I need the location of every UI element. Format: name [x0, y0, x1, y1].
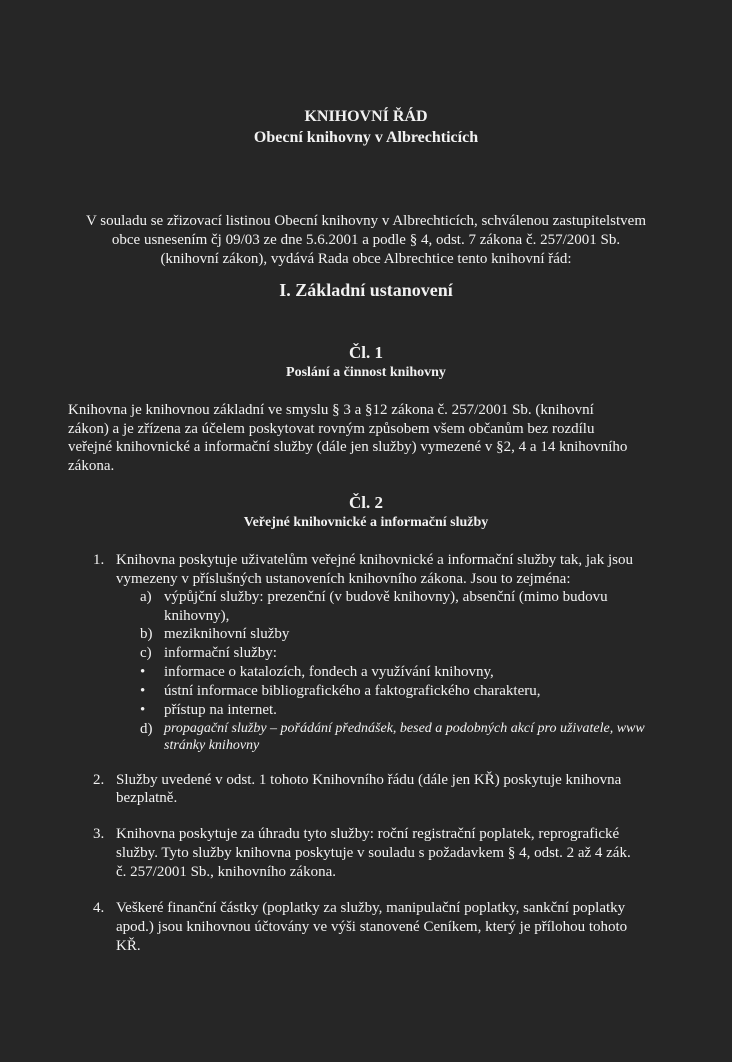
document-subtitle: Obecní knihovny v Albrechticích	[253, 129, 479, 146]
sublist-label: c)	[140, 645, 152, 661]
document-title: KNIHOVNÍ ŘÁD	[304, 108, 428, 125]
list-item-line: apod.) jsou knihovnou účtovány ve výši stanovené Ceníkem, který je přílohou tohoto	[116, 919, 628, 935]
sublist-item-line: výpůjční služby: prezenční (v budově knihovny), absenční (mimo budovu	[164, 589, 608, 605]
list-item-line: Veškeré finanční částky (poplatky za služby, manipulační poplatky, sankční poplatky	[116, 900, 626, 916]
article-heading: Poslání a činnost knihovny	[286, 365, 446, 380]
bullet-icon: •	[140, 683, 146, 699]
sublist-label: d)	[140, 721, 153, 737]
list-item-line: Knihovna poskytuje uživatelům veřejné knihovnické a informační služby tak, jak jsou	[116, 552, 633, 568]
article-heading: Veřejné knihovnické a informační služby	[243, 515, 489, 530]
article-text-line: zákona.	[68, 458, 115, 474]
article-text-line: veřejné knihovnické a informační služby (dále jen služby) vymezené v §2, 4 a 14 knihovního	[68, 439, 628, 455]
list-number: 4.	[93, 900, 105, 916]
sublist-item-line: informační služby:	[164, 645, 277, 661]
list-item-line: služby. Tyto služby knihovna poskytuje v souladu s požadavkem § 4, odst. 2 až 4 zák.	[116, 845, 631, 861]
intro-line: V souladu se zřizovací listinou Obecní knihovny v Albrechticích, schválenou zastupitelstvem	[85, 213, 646, 229]
sublist-label: b)	[140, 626, 153, 642]
list-item-line: Služby uvedené v odst. 1 tohoto Knihovního řádu (dále jen KŘ) poskytuje knihovna	[116, 772, 622, 788]
list-number: 2.	[93, 772, 105, 788]
sublist-item-line: informace o katalozích, fondech a využívání knihovny,	[164, 664, 494, 680]
article-text-line: zákon) a je zřízena za účelem poskytovat rovným způsobem všem občanům bez rozdílu	[68, 421, 595, 437]
section-heading: I. Základní ustanovení	[279, 280, 453, 300]
article-number: Čl. 1	[349, 343, 383, 362]
list-item-line: bezplatně.	[116, 790, 178, 806]
list-item-line: č. 257/2001 Sb., knihovního zákona.	[116, 864, 336, 880]
sublist-item-line: přístup na internet.	[164, 702, 277, 718]
intro-line: obce usnesením čj 09/03 ze dne 5.6.2001 a podle § 4, odst. 7 zákona č. 257/2001 Sb.	[111, 232, 621, 248]
sublist-item-line: propagační služby – pořádání přednášek, besed a podobných akcí pro uživatele, www	[164, 721, 645, 736]
list-item-line: Knihovna poskytuje za úhradu tyto služby: roční registrační poplatek, reprografické	[116, 826, 620, 842]
intro-line: (knihovní zákon), vydává Rada obce Albrechtice tento knihovní řád:	[160, 251, 572, 267]
article-text-line: Knihovna je knihovnou základní ve smyslu § 3 a §12 zákona č. 257/2001 Sb. (knihovní	[68, 402, 594, 418]
list-number: 3.	[93, 826, 105, 842]
list-number: 1.	[93, 552, 105, 568]
bullet-icon: •	[140, 702, 146, 718]
sublist-label: a)	[140, 589, 152, 605]
list-item-line: vymezeny v příslušných ustanoveních knihovního zákona. Jsou to zejména:	[116, 571, 571, 587]
list-item-line: KŘ.	[116, 938, 141, 954]
article-number: Čl. 2	[349, 493, 383, 512]
sublist-item-line: knihovny),	[164, 608, 230, 624]
sublist-item-line: meziknihovní služby	[164, 626, 290, 642]
bullet-icon: •	[140, 664, 146, 680]
sublist-item-line: stránky knihovny	[164, 738, 260, 753]
sublist-item-line: ústní informace bibliografického a faktografického charakteru,	[164, 683, 541, 699]
